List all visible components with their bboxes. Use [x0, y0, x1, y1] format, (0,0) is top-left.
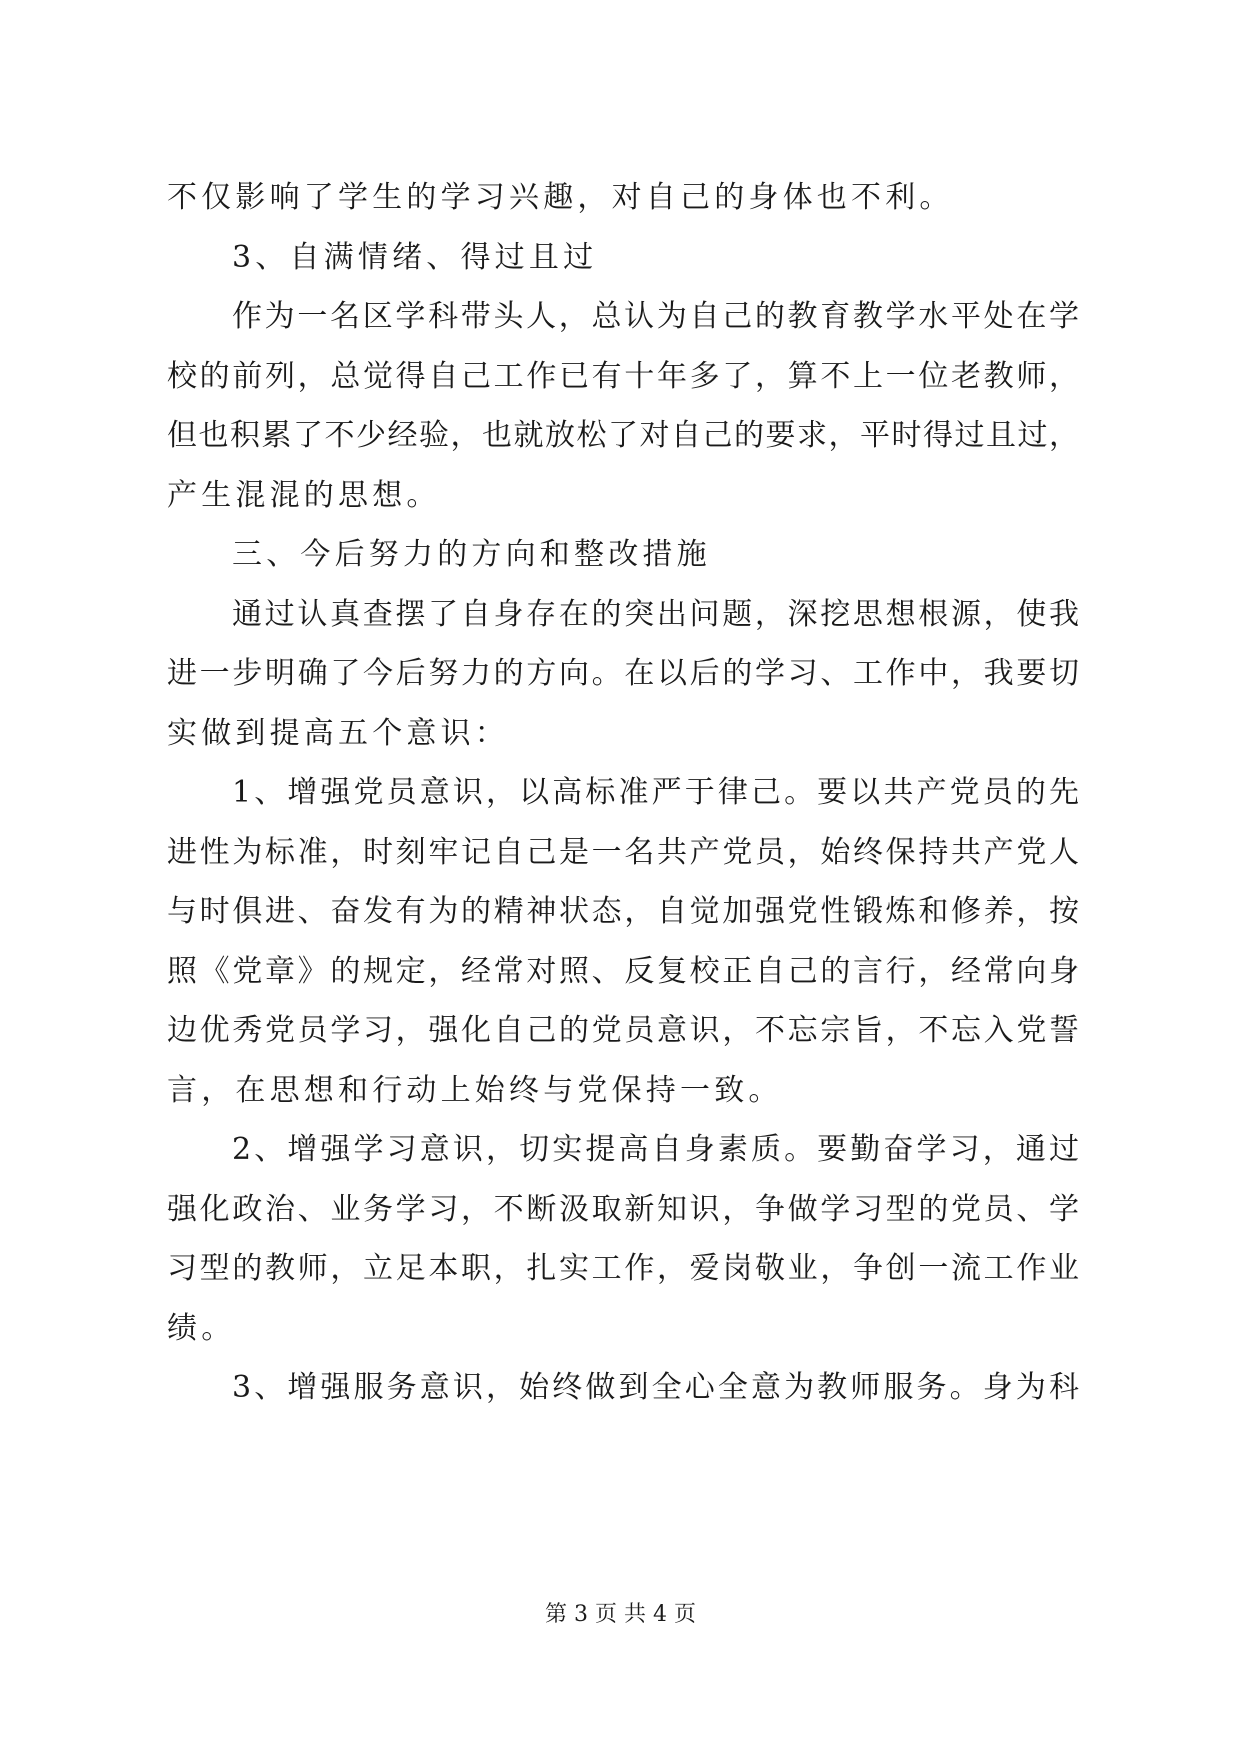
- text-line: 3、增强服务意识，始终做到全心全意为教师服务。身为科: [232, 1370, 1079, 1405]
- text-line: 不仅影响了学生的学习兴趣，对自己的身体也不利。: [167, 180, 954, 215]
- text-line: 与时俱进、奋发有为的精神状态，自觉加强党性锻炼和修养，按: [167, 894, 1079, 929]
- text-line: 进一步明确了今后努力的方向。在以后的学习、工作中，我要切: [167, 656, 1079, 691]
- text-line: 2、增强学习意识，切实提高自身素质。要勤奋学习，通过: [232, 1132, 1079, 1167]
- text-line: 通过认真查摆了自身存在的突出问题，深挖思想根源，使我: [232, 596, 1079, 632]
- text-line: 三、今后努力的方向和整改措施: [232, 537, 711, 572]
- text-line: 强化政治、业务学习，不断汲取新知识，争做学习型的党员、学: [167, 1191, 1079, 1227]
- text-line: 照《党章》的规定，经常对照、反复校正自己的言行，经常向身: [167, 953, 1079, 989]
- text-line: 边优秀党员学习，强化自己的党员意识，不忘宗旨，不忘入党誓: [167, 1013, 1079, 1048]
- text-line: 实做到提高五个意识：: [167, 715, 509, 751]
- text-line: 校的前列，总觉得自己工作已有十年多了，算不上一位老教师，: [167, 358, 1079, 394]
- document-body: [167, 168, 1079, 1418]
- text-line: 1、增强党员意识，以高标准严于律己。要以共产党员的先: [232, 775, 1079, 810]
- text-line: 3、自满情绪、得过且过: [232, 239, 598, 275]
- text-line: 绩。: [167, 1310, 236, 1346]
- page-footer: 第 3 页 共 4 页: [545, 1602, 696, 1627]
- text-line: 言，在思想和行动上始终与党保持一致。: [167, 1072, 783, 1108]
- text-line: 产生混混的思想。: [167, 477, 441, 513]
- text-line: 习型的教师，立足本职，扎实工作，爱岗敬业，争创一流工作业: [167, 1251, 1079, 1286]
- text-line: 但也积累了不少经验，也就放松了对自己的要求，平时得过且过，: [167, 418, 1079, 453]
- text-line: 作为一名区学科带头人，总认为自己的教育教学水平处在学: [232, 299, 1079, 334]
- text-line: 进性为标准，时刻牢记自己是一名共产党员，始终保持共产党人: [167, 834, 1079, 870]
